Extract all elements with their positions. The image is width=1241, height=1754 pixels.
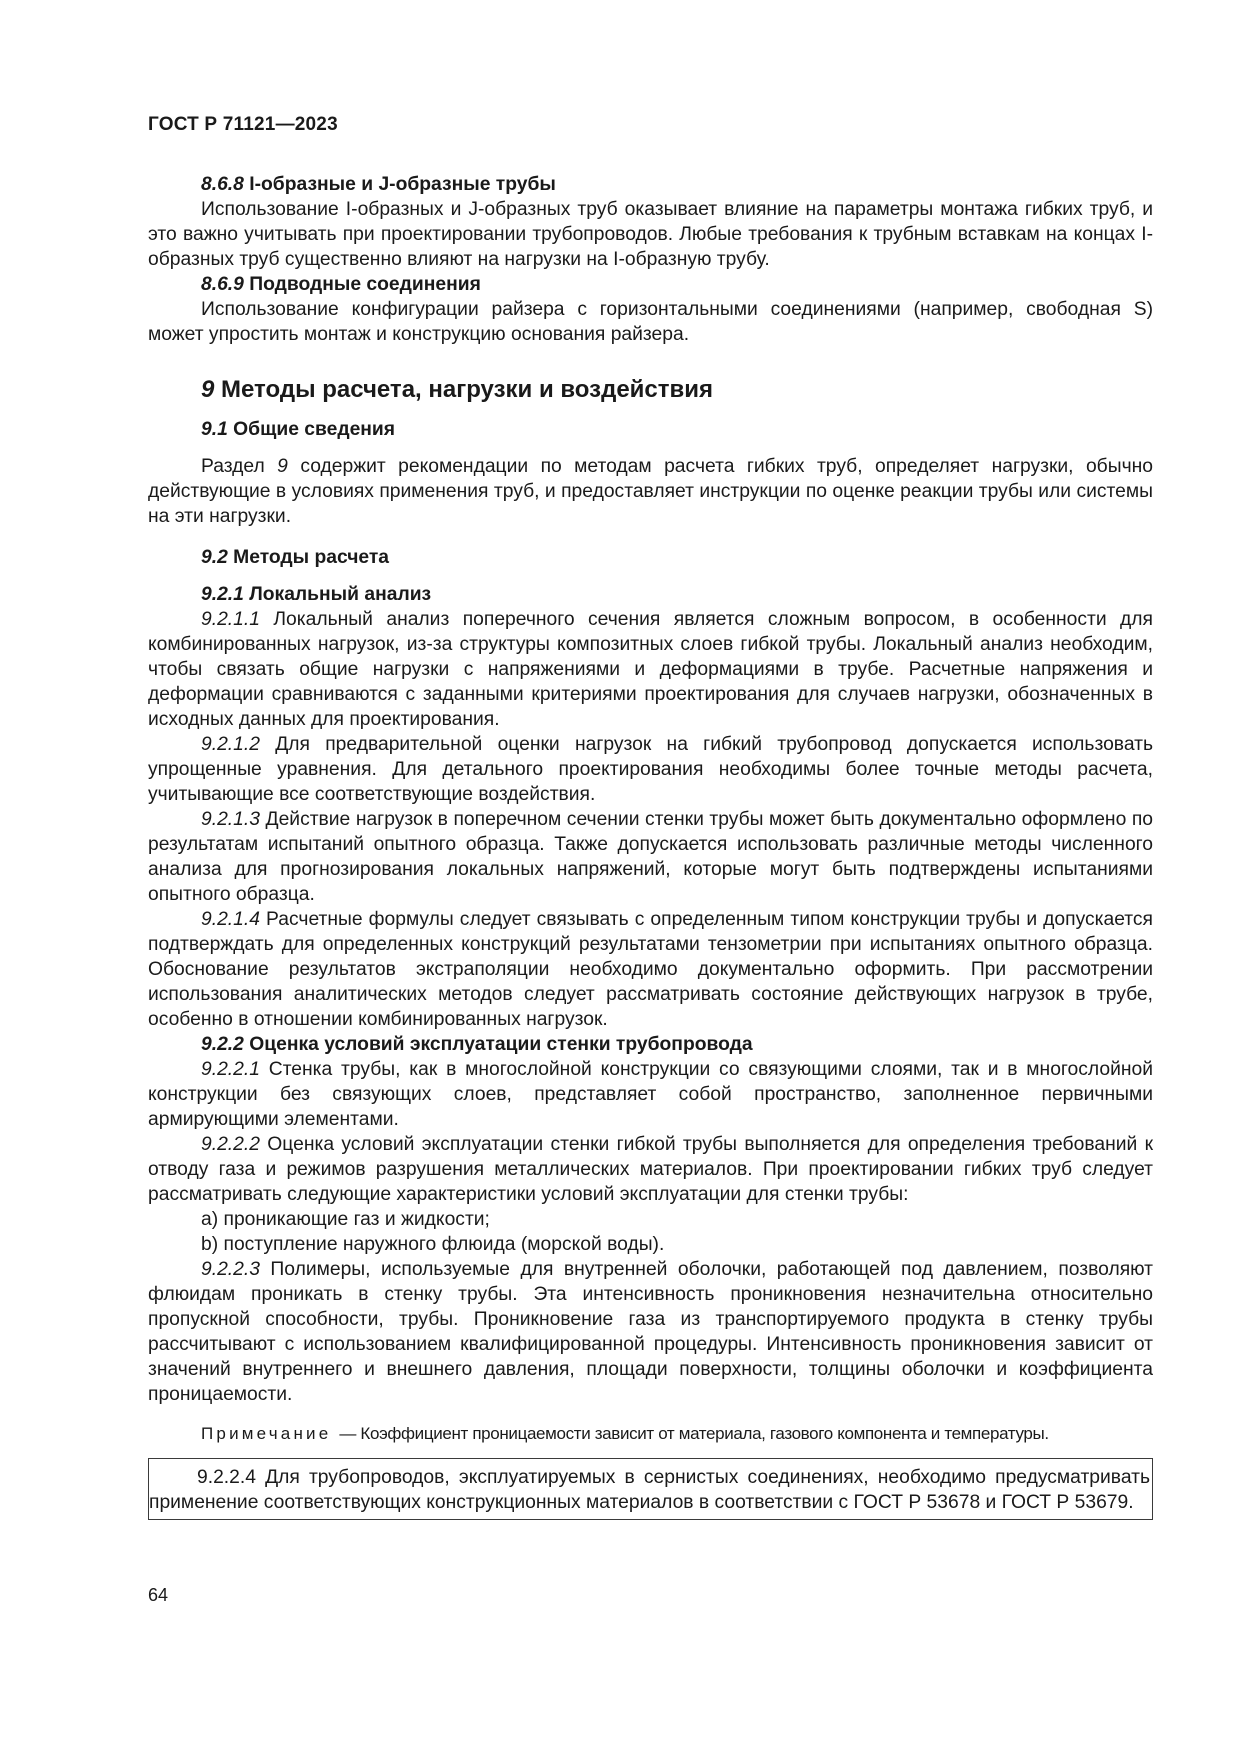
section-number: 9.2.1: [201, 584, 244, 605]
document-page: [148, 0, 1153, 1754]
heading-9-2-2: [148, 1032, 1153, 1057]
document-body: [148, 172, 1153, 1520]
page-number: 64: [148, 1585, 169, 1605]
clause-number: 9.2.2.2: [201, 1134, 260, 1155]
section-number: 9.1: [201, 419, 228, 440]
paragraph-9-2-1-3: [148, 807, 1153, 907]
heading-9-1: [148, 417, 1153, 442]
section-title: Оценка условий эксплуатации стенки трубопровода: [249, 1034, 753, 1055]
section-title: Подводные соединения: [249, 274, 481, 295]
amendment-box: [148, 1458, 1153, 1520]
section-title: Локальный анализ: [249, 584, 432, 605]
paragraph-9-2-2-2: [148, 1132, 1153, 1207]
section-reference: 9: [277, 456, 288, 477]
section-title: Методы расчета, нагрузки и воздействия: [221, 376, 714, 403]
clause-number: 9.2.1.1: [201, 609, 260, 630]
paragraph-8-6-8: Использование I-образных и J-образных труб оказывает влияние на параметры монтажа гибких труб, и это важно учитывать при проектировании трубопроводов. Любые требования к трубным вставкам на концах I-образных труб существенно влияют на нагрузки на I-образную трубу.: [148, 199, 1153, 270]
note: [148, 1421, 1153, 1446]
paragraph-9-2-2-4: 9.2.2.4 Для трубопроводов, эксплуатируемых в сернистых соединениях, необходимо предусматривать применение соответствующих конструкционных материалов в соответствии с ГОСТ Р 53678 и ГОСТ Р 53679.: [149, 1467, 1150, 1513]
heading-8-6-9: [148, 272, 1153, 297]
section-number: 8.6.8: [201, 174, 244, 195]
heading-9-2: [148, 545, 1153, 570]
paragraph-9-2-1-4: [148, 907, 1153, 1032]
clause-number: 9.2.1.4: [201, 909, 260, 930]
section-number: 9: [201, 376, 215, 403]
section-number: 9.2: [201, 547, 228, 568]
section-number: 9.2.2: [201, 1034, 244, 1055]
paragraph-9-2-2-3: [148, 1257, 1153, 1407]
section-title: I-образные и J-образные трубы: [249, 174, 556, 195]
clause-text: Стенка трубы, как в многослойной конструкции со связующими слоями, так и в многослойной конструкции без связующих слоев, представляет собой пространство, заполненное первичными армирующими элементами.: [148, 1059, 1154, 1130]
clause-number: 9.2.1.2: [201, 734, 260, 755]
clause-text: Действие нагрузок в поперечном сечении стенки трубы может быть документально оформлено по результатам испытаний опытного образца. Также допускается использовать различные методы численного анализа для прогнозирования локальных напряжений, которые могут быть подтверждены испытаниями опытного образца.: [148, 809, 1154, 905]
paragraph-9-2-1-1: [148, 607, 1153, 732]
section-number: 8.6.9: [201, 274, 244, 295]
clause-text: Локальный анализ поперечного сечения является сложным вопросом, в особенности для комбинированных нагрузок, из-за структуры композитных слоев гибкой трубы. Локальный анализ необходим, чтобы связать общие нагрузки с напряжениями и деформациями в трубе. Расчетные напряжения и деформации сравниваются с заданными критериями проектирования для случаев нагрузки, обозначенных в исходных данных для проектирования.: [148, 609, 1153, 730]
paragraph-8-6-9: Использование конфигурации райзера с горизонтальными соединениями (например, свободная S) может упростить монтаж и конструкцию основания райзера.: [148, 299, 1153, 345]
list-item-a: a) проникающие газ и жидкости;: [201, 1209, 490, 1230]
note-text: — Коэффициент проницаемости зависит от материала, газового компонента и температуры.: [339, 1424, 1049, 1443]
paragraph-9-2-2-1: [148, 1057, 1153, 1132]
document-header: ГОСТ Р 71121—2023: [148, 114, 338, 135]
text-fragment: содержит рекомендации по методам расчета гибких труб, определяет нагрузки, обычно действующие в условиях применения труб, и предоставляет инструкции по оценке реакции трубы или системы на эти нагрузки.: [148, 456, 1153, 527]
section-title: Общие сведения: [233, 419, 396, 440]
paragraph-9-2-1-2: [148, 732, 1153, 807]
note-label: Примечание: [201, 1424, 332, 1443]
heading-section-9: [148, 375, 1153, 405]
heading-9-2-1: [148, 582, 1153, 607]
text-fragment: Раздел: [201, 456, 278, 477]
clause-number: 9.2.2.1: [201, 1059, 260, 1080]
clause-text: Оценка условий эксплуатации стенки гибкой трубы выполняется для определения требований к отводу газа и режимов разрушения металлических материалов. При проектировании гибких труб следует рассматривать следующие характеристики условий эксплуатации для стенки трубы:: [148, 1134, 1154, 1205]
list-item-b: b) поступление наружного флюида (морской воды).: [201, 1234, 665, 1255]
section-title: Методы расчета: [233, 547, 390, 568]
clause-number: 9.2.2.3: [201, 1259, 260, 1280]
heading-8-6-8: [148, 172, 1153, 197]
paragraph-9-1: [148, 454, 1153, 529]
clause-text: Для предварительной оценки нагрузок на гибкий трубопровод допускается использовать упрощенные уравнения. Для детального проектирования необходимы более точные методы расчета, учитывающие все соответствующие воздействия.: [148, 734, 1154, 805]
clause-text: Полимеры, используемые для внутренней оболочки, работающей под давлением, позволяют флюидам проникать в стенку трубы. Эта интенсивность проникновения незначительна относительно пропускной способности, трубы. Проникновение газа из транспортируемого продукта в стенку трубы рассчитывают с использованием квалифицированной процедуры. Интенсивность проникновения зависит от значений внутреннего и внешнего давления, площади поверхности, толщины оболочки и коэффициента проницаемости.: [148, 1259, 1154, 1405]
clause-text: Расчетные формулы следует связывать с определенным типом конструкции трубы и допускается подтверждать для определенных конструкций результатами тензометрии при испытаниях опытного образца. Обоснование результатов экстраполяции необходимо документально оформить. При рассмотрении использования аналитических методов следует рассматривать состояние действующих нагрузок в трубе, особенно в отношении комбинированных нагрузок.: [148, 909, 1153, 1030]
clause-number: 9.2.1.3: [201, 809, 260, 830]
